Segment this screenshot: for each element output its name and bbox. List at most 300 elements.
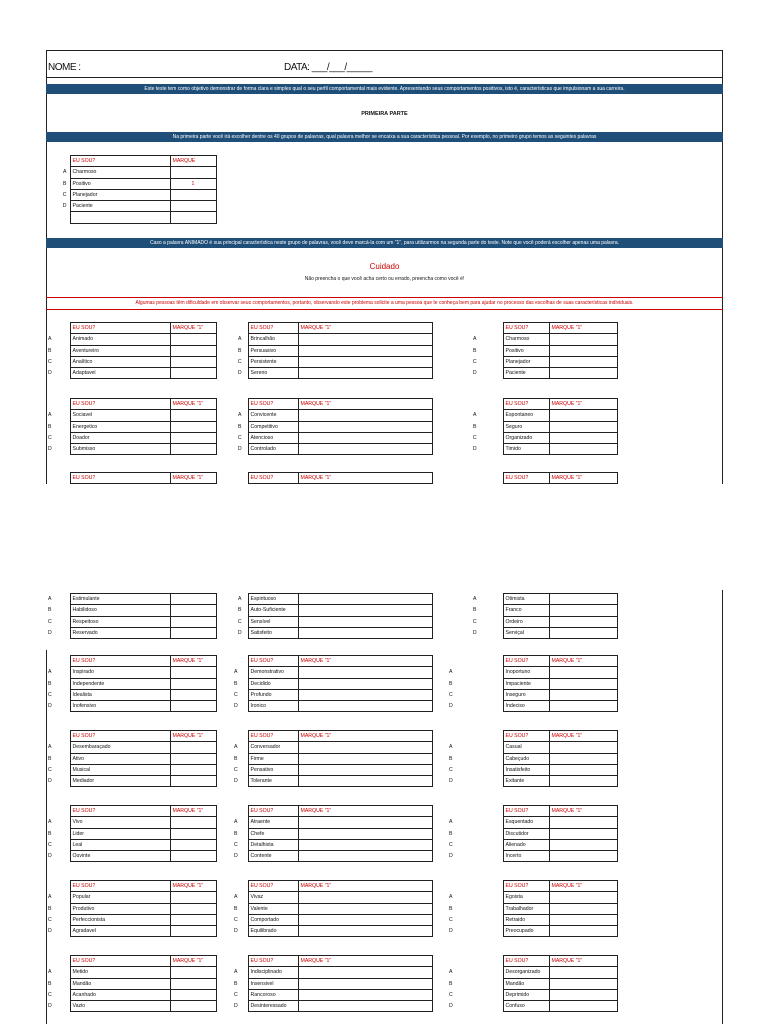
option-letter: D — [237, 370, 242, 377]
word-cell: Ordeiro — [503, 616, 549, 627]
table-row — [46, 701, 216, 712]
word-cell: Positivo — [70, 178, 170, 189]
mark-cell[interactable] — [298, 701, 432, 712]
word-cell: Seguro — [503, 421, 549, 432]
col-header-word: EU SOU? — [248, 656, 298, 667]
table-row — [447, 978, 617, 989]
mark-cell[interactable] — [298, 839, 432, 850]
word-cell: Atencioso — [248, 432, 298, 443]
mark-cell[interactable] — [549, 605, 617, 616]
option-letter: A — [473, 336, 477, 343]
option-letter: B — [48, 347, 52, 354]
question-group-table — [447, 880, 618, 937]
mark-cell[interactable] — [549, 689, 617, 700]
option-letter: A — [449, 969, 453, 976]
table-header-row — [447, 881, 617, 892]
word-cell: Contente — [248, 851, 298, 862]
mark-cell[interactable] — [298, 594, 432, 605]
table-row — [232, 616, 432, 627]
col-header-word: EU SOU? — [70, 473, 170, 484]
word-cell: Persuasivo — [248, 345, 298, 356]
option-letter: D — [48, 1003, 52, 1010]
table-row — [46, 345, 216, 356]
mark-cell[interactable] — [298, 978, 432, 989]
table-row — [46, 594, 216, 605]
question-group-table — [447, 472, 618, 484]
option-letter: D — [234, 928, 238, 935]
option-letter: B — [449, 755, 453, 762]
mark-cell[interactable] — [170, 432, 216, 443]
mark-cell[interactable] — [298, 828, 432, 839]
word-cell: Inspirado — [70, 667, 170, 678]
word-cell: Insatisfeito — [503, 764, 549, 775]
mark-cell[interactable] — [298, 678, 432, 689]
option-letter: A — [234, 894, 238, 901]
col-header-mark: MARQUE — [170, 156, 216, 167]
word-cell: Deprimido — [503, 989, 549, 1000]
word-cell: Inseguro — [503, 689, 549, 700]
table-row — [447, 678, 617, 689]
question-group-table — [447, 730, 618, 787]
mark-cell[interactable] — [170, 189, 216, 200]
option-letter: B — [48, 830, 52, 837]
word-cell: Competitivo — [248, 421, 298, 432]
blank-cell — [232, 731, 248, 742]
table-row — [46, 1001, 216, 1012]
blank-cell — [447, 656, 503, 667]
mark-cell[interactable] — [170, 678, 216, 689]
table-row — [232, 914, 432, 925]
option-letter: D — [48, 778, 52, 785]
col-header-word: EU SOU? — [248, 323, 298, 334]
mark-cell[interactable]: 1 — [170, 178, 216, 189]
mark-cell[interactable] — [298, 667, 432, 678]
mark-cell[interactable] — [170, 753, 216, 764]
col-header-mark: MARQUE "1" — [298, 956, 432, 967]
mark-cell[interactable] — [298, 421, 432, 432]
mark-cell[interactable] — [298, 1001, 432, 1012]
table-row — [232, 764, 432, 775]
table-row — [46, 410, 216, 421]
blank-cell — [447, 323, 503, 334]
table-row — [232, 926, 432, 937]
mark-cell[interactable] — [170, 421, 216, 432]
option-letter: D — [234, 1003, 238, 1010]
question-group-table — [46, 593, 217, 639]
mark-cell[interactable] — [549, 667, 617, 678]
mark-cell[interactable] — [298, 432, 432, 443]
option-letter: B — [473, 423, 477, 430]
mark-cell[interactable] — [549, 334, 617, 345]
table-row — [447, 444, 617, 455]
option-letter: D — [48, 446, 52, 453]
word-cell: Respeitoso — [70, 616, 170, 627]
mark-cell[interactable] — [298, 627, 432, 638]
word-cell: Paciente — [70, 201, 170, 212]
mark-cell[interactable] — [170, 444, 216, 455]
option-letter: C — [234, 692, 238, 699]
mark-cell[interactable] — [170, 605, 216, 616]
option-letter: C — [48, 692, 52, 699]
option-letter: B — [48, 680, 52, 687]
mark-cell[interactable] — [170, 776, 216, 787]
table-row — [232, 892, 432, 903]
mark-cell[interactable] — [298, 967, 432, 978]
option-letter: D — [48, 630, 52, 637]
question-group-table — [232, 955, 433, 1012]
table-row — [46, 926, 216, 937]
blank-cell — [46, 399, 70, 410]
page-right-border — [722, 590, 723, 1024]
option-letter: B — [48, 980, 52, 987]
table-row — [447, 594, 617, 605]
blank-cell — [232, 806, 248, 817]
table-row — [46, 967, 216, 978]
blank-cell — [46, 323, 70, 334]
option-letter: D — [48, 928, 52, 935]
mark-cell[interactable] — [298, 892, 432, 903]
mark-cell[interactable] — [170, 594, 216, 605]
table-header-row — [232, 806, 432, 817]
mark-cell[interactable] — [170, 701, 216, 712]
mark-cell[interactable] — [549, 914, 617, 925]
table-row — [232, 356, 432, 367]
option-letter: B — [449, 980, 453, 987]
option-letter: C — [472, 435, 477, 442]
col-header-mark: MARQUE "1" — [170, 806, 216, 817]
option-letter: A — [238, 596, 242, 603]
table-row — [232, 828, 432, 839]
table-row — [46, 421, 216, 432]
mark-cell[interactable] — [298, 368, 432, 379]
mark-cell[interactable] — [549, 1001, 617, 1012]
table-row — [232, 817, 432, 828]
table-row — [447, 776, 617, 787]
mark-cell[interactable] — [298, 903, 432, 914]
word-cell: Controlado — [248, 444, 298, 455]
mark-cell[interactable] — [549, 701, 617, 712]
table-row — [447, 345, 617, 356]
mark-cell[interactable] — [170, 410, 216, 421]
word-cell: Serviçal — [503, 627, 549, 638]
mark-cell[interactable] — [170, 914, 216, 925]
mark-cell[interactable] — [298, 444, 432, 455]
mark-cell[interactable] — [170, 689, 216, 700]
mark-cell[interactable] — [549, 753, 617, 764]
col-header-word: EU SOU? — [503, 731, 549, 742]
option-letter: A — [238, 336, 242, 343]
mark-cell[interactable] — [549, 926, 617, 937]
table-row — [46, 753, 216, 764]
mark-cell[interactable] — [549, 828, 617, 839]
mark-cell[interactable] — [549, 851, 617, 862]
mark-cell[interactable] — [298, 605, 432, 616]
word-cell: Sociavel — [70, 410, 170, 421]
mark-cell[interactable] — [298, 356, 432, 367]
option-letter: D — [449, 703, 453, 710]
col-header-word: EU SOU? — [503, 473, 549, 484]
option-letter: C — [237, 618, 242, 625]
table-header-row — [46, 656, 216, 667]
mark-cell[interactable] — [170, 742, 216, 753]
word-cell: Positivo — [503, 345, 549, 356]
blank-cell — [232, 323, 248, 334]
table-row — [447, 667, 617, 678]
mark-cell[interactable] — [170, 1001, 216, 1012]
table-header-row — [232, 656, 432, 667]
mark-cell[interactable] — [298, 926, 432, 937]
mark-cell[interactable] — [170, 356, 216, 367]
col-header-word: EU SOU? — [248, 881, 298, 892]
option-letter: A — [449, 669, 453, 676]
mark-cell[interactable] — [298, 753, 432, 764]
mark-cell[interactable] — [549, 967, 617, 978]
mark-cell[interactable] — [549, 444, 617, 455]
table-row — [46, 356, 216, 367]
mark-cell[interactable] — [549, 345, 617, 356]
option-letter: A — [238, 412, 242, 419]
option-letter: C — [449, 842, 453, 849]
word-cell: Retraido — [503, 914, 549, 925]
question-group-table — [447, 805, 618, 862]
help-note: Algumas pessoas têm dificuldade em observar seus comportamentos, portanto, observando este problema solicite a uma pessoa que te conheça bem para ajudar no processo das escolhas de suas características individuais. — [46, 297, 723, 310]
option-letter: B — [449, 680, 453, 687]
question-group-table — [46, 880, 217, 937]
option-letter: A — [63, 169, 67, 176]
mark-cell[interactable] — [170, 201, 216, 212]
mark-cell[interactable] — [298, 689, 432, 700]
mark-cell[interactable] — [170, 667, 216, 678]
mark-cell[interactable] — [549, 421, 617, 432]
mark-cell[interactable] — [170, 892, 216, 903]
word-cell: Acanhado — [70, 989, 170, 1000]
mark-cell[interactable] — [549, 410, 617, 421]
word-cell: Casual — [503, 742, 549, 753]
option-letter: B — [238, 423, 242, 430]
table-row — [46, 776, 216, 787]
col-header-word: EU SOU? — [70, 399, 170, 410]
option-letter: B — [449, 905, 453, 912]
word-cell: Ironico — [248, 701, 298, 712]
word-cell: Charmoso — [503, 334, 549, 345]
blank-cell — [232, 656, 248, 667]
mark-cell[interactable] — [298, 776, 432, 787]
col-header-mark: MARQUE "1" — [549, 806, 617, 817]
col-header-word: EU SOU? — [503, 956, 549, 967]
col-header-word: EU SOU? — [248, 473, 298, 484]
option-letter: B — [238, 347, 242, 354]
word-cell: Vazio — [70, 1001, 170, 1012]
mark-cell[interactable] — [549, 903, 617, 914]
table-row — [447, 689, 617, 700]
mark-cell[interactable] — [549, 368, 617, 379]
mark-cell[interactable] — [298, 345, 432, 356]
table-row — [46, 616, 216, 627]
col-header-word: EU SOU? — [248, 956, 298, 967]
option-letter: A — [48, 969, 52, 976]
word-cell: Musical — [70, 764, 170, 775]
mark-cell[interactable] — [549, 678, 617, 689]
table-row — [232, 334, 432, 345]
table-row — [232, 605, 432, 616]
mark-cell[interactable] — [170, 167, 216, 178]
table-row — [447, 616, 617, 627]
mark-cell[interactable] — [170, 828, 216, 839]
mark-cell[interactable] — [549, 764, 617, 775]
mark-cell[interactable] — [170, 926, 216, 937]
word-cell: Metido — [70, 967, 170, 978]
word-cell: Vivaz — [248, 892, 298, 903]
table-row — [46, 334, 216, 345]
mark-cell[interactable] — [549, 892, 617, 903]
table-row — [232, 432, 432, 443]
table-header-row — [232, 399, 432, 410]
question-group-table — [46, 805, 217, 862]
question-group-table — [46, 398, 217, 455]
col-header-word: EU SOU? — [248, 399, 298, 410]
option-letter: A — [234, 819, 238, 826]
word-cell: Espirituoso — [248, 594, 298, 605]
table-row — [232, 903, 432, 914]
mark-cell[interactable] — [170, 764, 216, 775]
mark-cell[interactable] — [170, 851, 216, 862]
mark-cell[interactable] — [549, 432, 617, 443]
mark-cell[interactable] — [549, 627, 617, 638]
option-letter: B — [234, 905, 238, 912]
option-letter: B — [234, 680, 238, 687]
mark-cell[interactable] — [549, 989, 617, 1000]
mark-cell[interactable] — [298, 742, 432, 753]
col-header-mark: MARQUE "1" — [549, 323, 617, 334]
table-row — [46, 742, 216, 753]
table-row — [447, 627, 617, 638]
blank-cell — [46, 956, 70, 967]
table-row — [46, 892, 216, 903]
mark-cell[interactable] — [170, 345, 216, 356]
option-letter: D — [48, 703, 52, 710]
option-letter: A — [234, 669, 238, 676]
table-row — [447, 605, 617, 616]
word-cell: Atraente — [248, 817, 298, 828]
table-row — [232, 667, 432, 678]
table-header-row — [46, 806, 216, 817]
mark-cell[interactable] — [549, 742, 617, 753]
option-letter: D — [472, 370, 477, 377]
word-cell: Energetico — [70, 421, 170, 432]
mark-cell[interactable] — [298, 410, 432, 421]
col-header-word: EU SOU? — [503, 806, 549, 817]
example-table — [46, 155, 217, 224]
mark-cell[interactable] — [549, 817, 617, 828]
table-row — [232, 839, 432, 850]
word-cell: Habilidoso — [70, 605, 170, 616]
table-header-row — [232, 323, 432, 334]
word-cell: Reservado — [70, 627, 170, 638]
mark-cell[interactable] — [549, 356, 617, 367]
table-row — [46, 212, 216, 223]
option-letter: C — [48, 435, 52, 442]
mark-cell[interactable] — [170, 627, 216, 638]
word-cell: Ativo — [70, 753, 170, 764]
col-header-word: EU SOU? — [70, 731, 170, 742]
mark-cell[interactable] — [170, 978, 216, 989]
option-letter: B — [48, 755, 52, 762]
word-cell: Otimista — [503, 594, 549, 605]
word-cell: Mandão — [503, 978, 549, 989]
option-letter: D — [472, 446, 477, 453]
blank-cell — [447, 473, 503, 484]
word-cell: Desembaraçado — [70, 742, 170, 753]
option-letter: D — [234, 853, 238, 860]
option-letter: C — [237, 435, 242, 442]
table-row — [46, 444, 216, 455]
caution-text: Não preencha o que você acha certo ou errado, preencha como você é! — [304, 276, 465, 282]
mark-cell[interactable] — [170, 903, 216, 914]
question-group-table — [46, 322, 217, 379]
col-header-word: EU SOU? — [248, 731, 298, 742]
blank-cell — [46, 656, 70, 667]
mark-cell[interactable] — [170, 989, 216, 1000]
mark-cell[interactable] — [170, 616, 216, 627]
word-cell: Popular — [70, 892, 170, 903]
mark-cell[interactable] — [170, 368, 216, 379]
table-row — [447, 839, 617, 850]
option-letter: C — [449, 767, 453, 774]
option-letter: D — [48, 853, 52, 860]
table-row — [447, 764, 617, 775]
word-cell: Auto-Suficiente — [248, 605, 298, 616]
table-row — [447, 701, 617, 712]
mark-cell[interactable] — [549, 594, 617, 605]
col-header-word: EU SOU? — [70, 656, 170, 667]
mark-cell[interactable] — [298, 616, 432, 627]
word-cell: Tolerante — [248, 776, 298, 787]
mark-cell[interactable] — [549, 616, 617, 627]
word-cell: Lider — [70, 828, 170, 839]
option-letter: C — [48, 917, 52, 924]
mark-cell[interactable] — [549, 839, 617, 850]
table-header-row — [46, 731, 216, 742]
mark-cell[interactable] — [298, 989, 432, 1000]
mark-cell[interactable] — [298, 851, 432, 862]
blank-cell — [447, 731, 503, 742]
option-letter: B — [473, 347, 477, 354]
col-header-word: EU SOU? — [70, 806, 170, 817]
word-cell: Paciente — [503, 368, 549, 379]
mark-cell[interactable] — [170, 839, 216, 850]
mark-cell[interactable] — [549, 776, 617, 787]
mark-cell[interactable] — [298, 914, 432, 925]
mark-cell[interactable] — [170, 817, 216, 828]
table-row — [46, 839, 216, 850]
mark-cell[interactable] — [170, 334, 216, 345]
mark-cell[interactable] — [298, 334, 432, 345]
word-cell: Vivo — [70, 817, 170, 828]
table-row — [447, 989, 617, 1000]
option-letter: D — [237, 630, 242, 637]
word-cell: Persistente — [248, 356, 298, 367]
table-header-row — [447, 806, 617, 817]
table-row — [46, 828, 216, 839]
mark-cell[interactable] — [549, 978, 617, 989]
mark-cell[interactable] — [170, 967, 216, 978]
mark-cell[interactable] — [298, 764, 432, 775]
mark-cell[interactable] — [298, 817, 432, 828]
table-row — [46, 678, 216, 689]
word-cell: Aventureiro — [70, 345, 170, 356]
word-cell: Brincalhão — [248, 334, 298, 345]
word-cell: Mandão — [70, 978, 170, 989]
